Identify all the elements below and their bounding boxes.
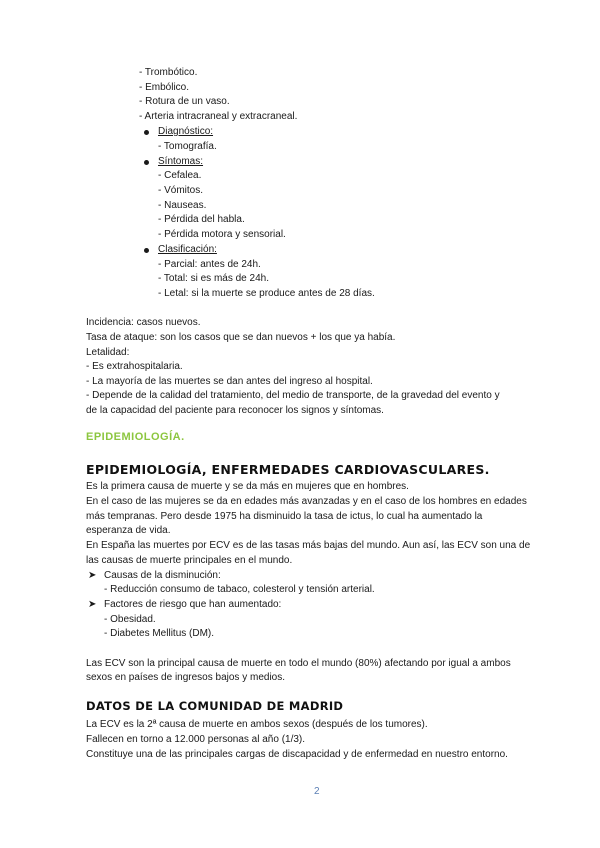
list-item: - Rotura de un vaso. [139,96,230,107]
paragraph-line: sexos en países de ingresos bajos y medios. [86,672,285,683]
definition-line: - La mayoría de las muertes se dan antes del ingreso al hospital. [86,376,373,387]
paragraph-line: La ECV es la 2ª causa de muerte en ambos sexos (después de los tumores). [86,719,428,730]
list-item: - Nauseas. [158,200,207,211]
heading-epidemiologia: EPIDEMIOLOGÍA, ENFERMEDADES CARDIOVASCULARES. [86,462,490,477]
list-item: - Reducción consumo de tabaco, colesterol y tensión arterial. [104,584,375,595]
definition-line: - Depende de la calidad del tratamiento, del medio de transporte, de la gravedad del evento y [86,390,500,401]
diagnostico-title: Diagnóstico: [158,126,214,137]
riesgo-title: Factores de riesgo que han aumentado: [104,599,282,610]
section-title: EPIDEMIOLOGÍA. [86,431,185,443]
bullet-icon [144,160,149,165]
list-item: - Embólico. [139,82,190,93]
list-item: - Letal: si la muerte se produce antes de 28 días. [158,288,375,299]
list-item: - Parcial: antes de 24h. [158,259,261,270]
bullet-icon [144,130,149,135]
list-item: - Arteria intracraneal y extracraneal. [139,111,298,122]
clasificacion-title: Clasificación: [158,244,217,255]
paragraph-line: más tempranas. Pero desde 1975 ha disminuido la tasa de ictus, lo cual ha aumentado la [86,511,483,522]
heading-madrid: DATOS DE LA COMUNIDAD DE MADRID [86,699,344,713]
paragraph-line: En el caso de las mujeres se da en edades más avanzadas y en el caso de los hombres en edades [86,496,527,507]
paragraph-line: las causas de muerte principales en el mundo. [86,555,293,566]
list-item: - Tomografía. [158,141,217,152]
paragraph-line: Fallecen en torno a 12.000 personas al año (1/3). [86,734,306,745]
bullet-icon [144,248,149,253]
page-number: 2 [314,786,320,797]
list-item: - Total: si es más de 24h. [158,273,269,284]
list-item: - Vómitos. [158,185,204,196]
disminucion-title: Causas de la disminución: [104,570,221,581]
list-item: - Pérdida motora y sensorial. [158,229,286,240]
paragraph-line: Es la primera causa de muerte y se da más en mujeres que en hombres. [86,481,409,492]
list-item: - Diabetes Mellitus (DM). [104,628,215,639]
definition-line: Incidencia: casos nuevos. [86,317,201,328]
list-item: - Obesidad. [104,614,156,625]
arrow-icon: ➤ [88,570,97,581]
definition-line: - Es extrahospitalaria. [86,361,183,372]
definition-line: de la capacidad del paciente para reconocer los signos y síntomas. [86,405,384,416]
sintomas-title: Síntomas: [158,156,204,167]
list-item: - Pérdida del habla. [158,214,245,225]
paragraph-line: Las ECV son la principal causa de muerte en todo el mundo (80%) afectando por igual a ambos [86,658,511,669]
paragraph-line: En España las muertes por ECV es de las tasas más bajas del mundo. Aun así, las ECV son una de [86,540,531,551]
list-item: - Trombótico. [139,67,198,78]
definition-line: Tasa de ataque: son los casos que se dan nuevos + los que ya había. [86,332,396,343]
paragraph-line: esperanza de vida. [86,525,171,536]
definition-line: Letalidad: [86,347,130,358]
list-item: - Cefalea. [158,170,202,181]
arrow-icon: ➤ [88,599,97,610]
paragraph-line: Constituye una de las principales cargas de discapacidad y de enfermedad en nuestro entorno. [86,749,508,760]
